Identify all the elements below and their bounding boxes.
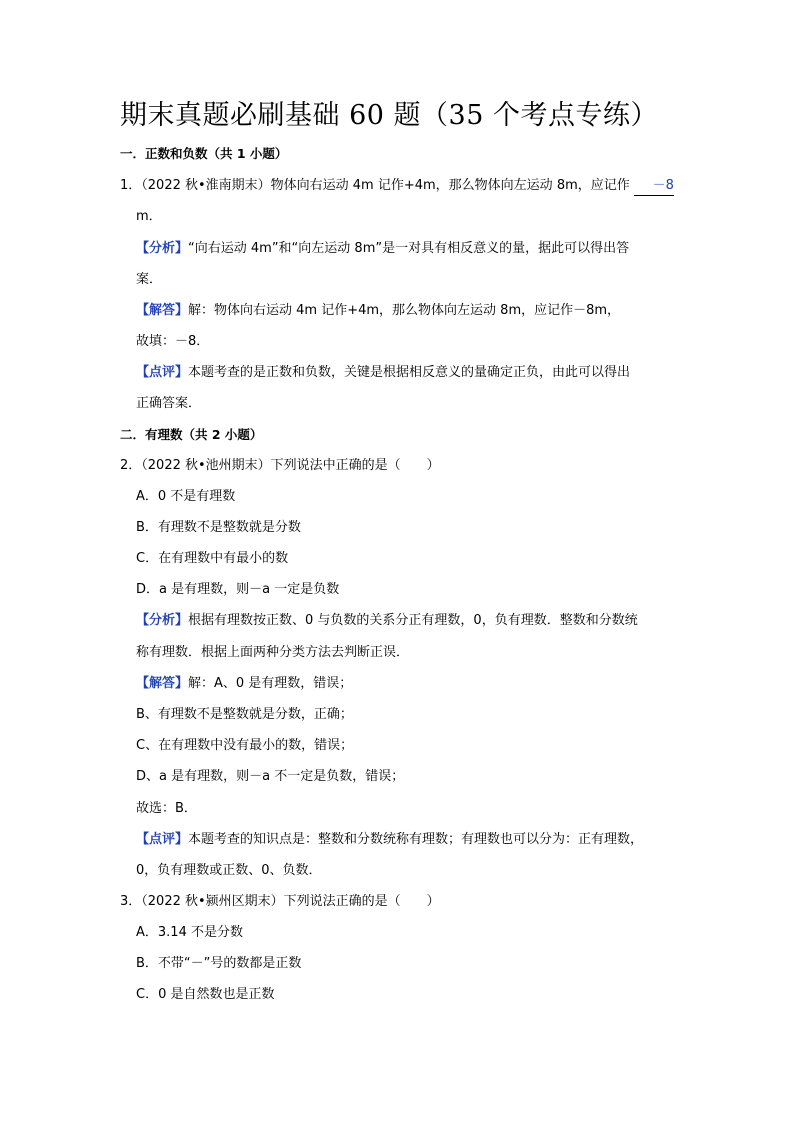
q1-solution-line1	[136, 302, 620, 320]
page-title: 期末真题必刷基础 60 题（35 个考点专练）	[120, 100, 658, 131]
q2-solution-line3: C、在有理数中没有最小的数，错误；	[136, 738, 354, 753]
q1-stem-text: 1．（2022 秋•淮南期末）物体向右运动 4m 记作+4m，那么物体向左运动 8m，应记作	[120, 178, 630, 193]
q1-analysis-label: 【分析】	[136, 241, 189, 256]
q1-solution-label: 【解答】	[136, 303, 189, 318]
q3-option-a: A．3.14 不是分数	[136, 925, 243, 940]
q2-analysis-text: 根据有理数按正数、0 与负数的关系分正有理数，0，负有理数．整数和分数统	[188, 613, 638, 628]
q2-analysis-label: 【分析】	[136, 613, 189, 628]
section-heading-2: 二．有理数（共 2 小题）	[120, 427, 263, 442]
q3-option-b: B．不带“－”号的数都是正数	[136, 956, 302, 971]
q2-comment-line1	[136, 831, 643, 849]
q2-solution-line2: B、有理数不是整数就是分数，正确；	[136, 707, 353, 722]
q1-analysis-line1	[136, 240, 629, 258]
q2-solution-line5: 故选：B．	[136, 801, 197, 816]
q2-option-b: B．有理数不是整数就是分数	[136, 520, 301, 535]
q2-option-a: A．0 不是有理数	[136, 489, 236, 504]
q1-comment-line1	[136, 364, 630, 382]
q2-option-c: C．在有理数中有最小的数	[136, 551, 289, 566]
q1-stem-line2: m．	[136, 209, 162, 224]
section-heading-1: 一．正数和负数（共 1 小题）	[120, 146, 288, 161]
q3-stem: 3．（2022 秋•颍州区期末）下列说法正确的是（ ）	[120, 894, 440, 909]
q1-analysis-line2: 案．	[136, 272, 163, 287]
q1-comment-line2: 正确答案．	[136, 396, 202, 411]
q1-stem-line1	[120, 177, 674, 196]
q2-comment-text: 本题考查的知识点是：整数和分数统称有理数；有理数也可以分为：正有理数，	[188, 832, 644, 847]
q2-analysis-line2: 称有理数．根据上面两种分类方法去判断正误．	[136, 645, 410, 660]
q2-comment-label: 【点评】	[136, 832, 189, 847]
q2-stem: 2．（2022 秋•池州期末）下列说法中正确的是（ ）	[120, 458, 440, 473]
q2-analysis-line1	[136, 612, 638, 630]
q2-solution-label: 【解答】	[136, 676, 189, 691]
q3-option-c: C．0 是自然数也是正数	[136, 987, 275, 1002]
q1-solution-text: 解：物体向右运动 4m 记作+4m，那么物体向左运动 8m，应记作－8m，	[188, 303, 621, 318]
q1-analysis-text: “向右运动 4m”和“向左运动 8m”是一对具有相反意义的量，据此可以得出答	[188, 241, 630, 256]
q2-solution-line1	[136, 675, 352, 693]
q2-solution-line4: D、a 是有理数，则－a 不一定是负数，错误；	[136, 769, 405, 784]
q1-comment-label: 【点评】	[136, 365, 189, 380]
q2-option-d: D．a 是有理数，则－a 一定是负数	[136, 582, 340, 597]
q1-comment-text: 本题考查的是正数和负数，关键是根据相反意义的量确定正负，由此可以得出	[188, 365, 631, 380]
q2-solution-text: 解：A、0 是有理数，错误；	[188, 676, 353, 691]
q2-comment-line2: 0，负有理数或正数、0、负数．	[136, 863, 322, 878]
q1-solution-line2: 故填：－8．	[136, 334, 210, 349]
q1-answer-blank: －8	[634, 177, 674, 196]
